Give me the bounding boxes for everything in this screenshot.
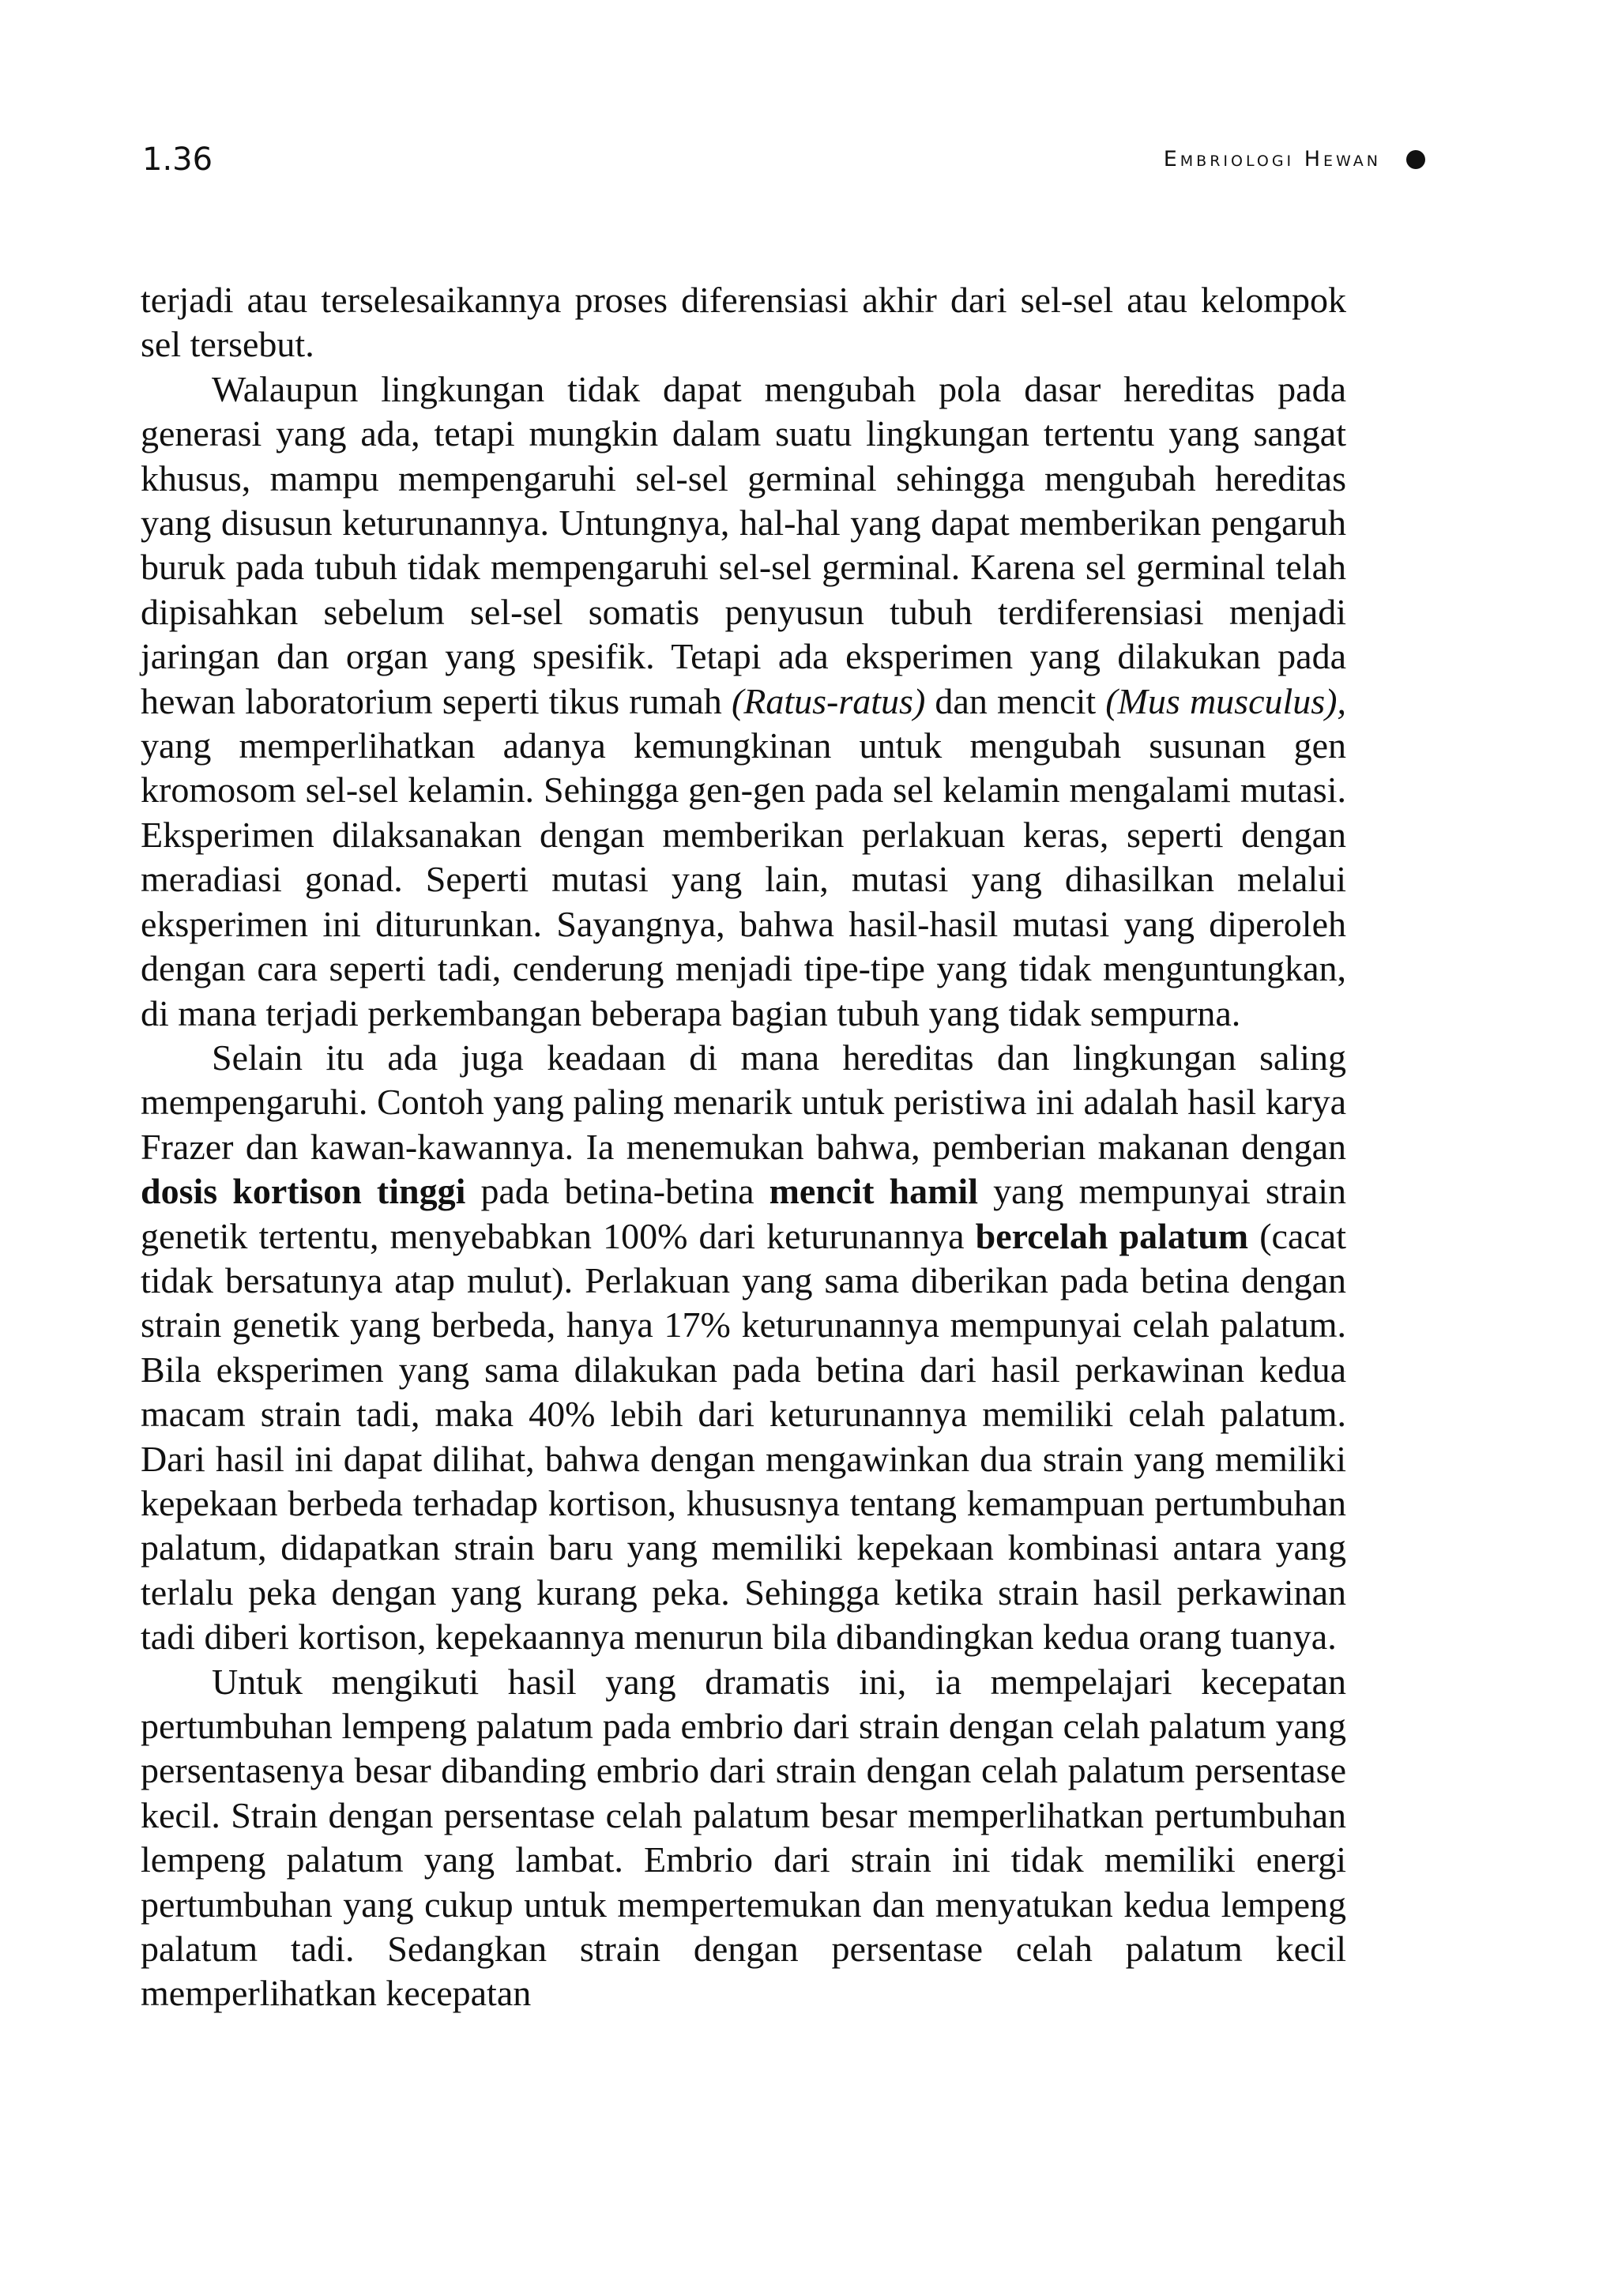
paragraph-3-text-4: (cacat tidak bersatunya atap mulut). Perlakuan yang sama diberikan pada betina dengan strain genetik yang berbeda, hanya 17% keturunannya mempunyai celah palatum. Bila eksperimen yang sama dilakukan pada betina dari hasil perkawinan kedua macam strain tadi, maka 40% lebih dari keturunannya memiliki celah palatum. Dari hasil ini dapat dilihat, bahwa dengan mengawinkan dua strain yang memiliki kepekaan berbeda terhadap kortison, khususnya tentang kemampuan pertumbuhan palatum, didapatkan strain baru yang memiliki kepekaan kombinasi antara yang terlalu peka dengan yang kurang peka. Sehingga ketika strain hasil perkawinan tadi diberi kortison, kepekaannya menurun bila dibandingkan kedua orang tuanya. xyxy=(141,1215,1346,1658)
paragraph-3-text-3: yang mempunyai strain genetik tertentu, menyebabkan 100% dari keturunannya xyxy=(141,1171,1347,1256)
paragraph-2 xyxy=(141,367,1346,1036)
bold-term-mencit: mencit hamil xyxy=(769,1171,978,1212)
bold-term-palatum: bercelah palatum xyxy=(975,1215,1249,1256)
paragraph-4 xyxy=(141,1660,1346,2016)
paragraph-2-text-2: dan mencit xyxy=(935,680,1097,721)
page-number: 1.36 xyxy=(142,141,213,178)
page-header xyxy=(142,136,1618,183)
species-name-ratus: (Ratus-ratus) xyxy=(731,680,926,721)
paragraph-2-text-3: yang memperlihatkan adanya kemungkinan untuk mengubah susunan gen kromosom sel-sel kelamin. Sehingga gen-gen pada sel kelamin mengalami mutasi. Eksperimen dilaksanakan dengan memberikan perlakuan keras, seperti dengan meradiasi gonad. Seperti mutasi yang lain, mutasi yang dihasilkan melalui eksperimen ini diturunkan. Sayangnya, bahwa hasil-hasil mutasi yang diperoleh dengan cara seperti tadi, cenderung menjadi tipe-tipe yang tidak menguntungkan, di mana terjadi perkembangan beberapa bagian tubuh yang tidak sempurna. xyxy=(141,725,1346,1033)
paragraph-3 xyxy=(141,1036,1346,1660)
bold-term-dosis: dosis kortison tinggi xyxy=(141,1171,466,1212)
paragraph-1-text: terjadi atau terselesaikannya proses diferensiasi akhir dari sel-sel atau kelompok sel tersebut. xyxy=(141,280,1346,365)
body-text xyxy=(141,278,1346,2016)
paragraph-3-text-1: Selain itu ada juga keadaan di mana hereditas dan lingkungan saling mempengaruhi. Contoh yang paling menarik untuk peristiwa ini adalah hasil karya Frazer dan kawan-kawannya. Ia menemukan bahwa, pemberian makanan dengan xyxy=(141,1037,1346,1167)
paragraph-4-text: Untuk mengikuti hasil yang dramatis ini, ia mempelajari kecepatan pertumbuhan lempeng palatum pada embrio dari strain dengan celah palatum yang persentasenya besar dibanding embrio dari strain dengan celah palatum persentase kecil. Strain dengan persentase celah palatum besar memperlihatkan pertumbuhan lempeng palatum yang lambat. Embrio dari strain ini tidak memiliki energi pertumbuhan yang cukup untuk mempertemukan dan menyatukan kedua lempeng palatum tadi. Sedangkan strain dengan persentase celah palatum kecil memperlihatkan kecepatan xyxy=(141,1661,1346,2014)
paragraph-3-text-2: pada betina-betina xyxy=(480,1171,754,1212)
running-title: Embriologi Hewan xyxy=(1163,147,1381,171)
species-name-mus: (Mus musculus), xyxy=(1105,680,1346,721)
filled-circle-icon xyxy=(1406,150,1425,169)
paragraph-1 xyxy=(141,278,1346,367)
paragraph-2-text-1: Walaupun lingkungan tidak dapat mengubah pola dasar hereditas pada generasi yang ada, tetapi mungkin dalam suatu lingkungan tertentu yang sangat khusus, mampu mempengaruhi sel-sel germinal sehingga mengubah hereditas yang disusun keturunannya. Untungnya, hal-hal yang dapat memberikan pengaruh buruk pada tubuh tidak mempengaruhi sel-sel germinal. Karena sel germinal telah dipisahkan sebelum sel-sel somatis penyusun tubuh terdiferensiasi menjadi jaringan dan organ yang spesifik. Tetapi ada eksperimen yang dilakukan pada hewan laboratorium seperti tikus rumah xyxy=(141,368,1346,721)
